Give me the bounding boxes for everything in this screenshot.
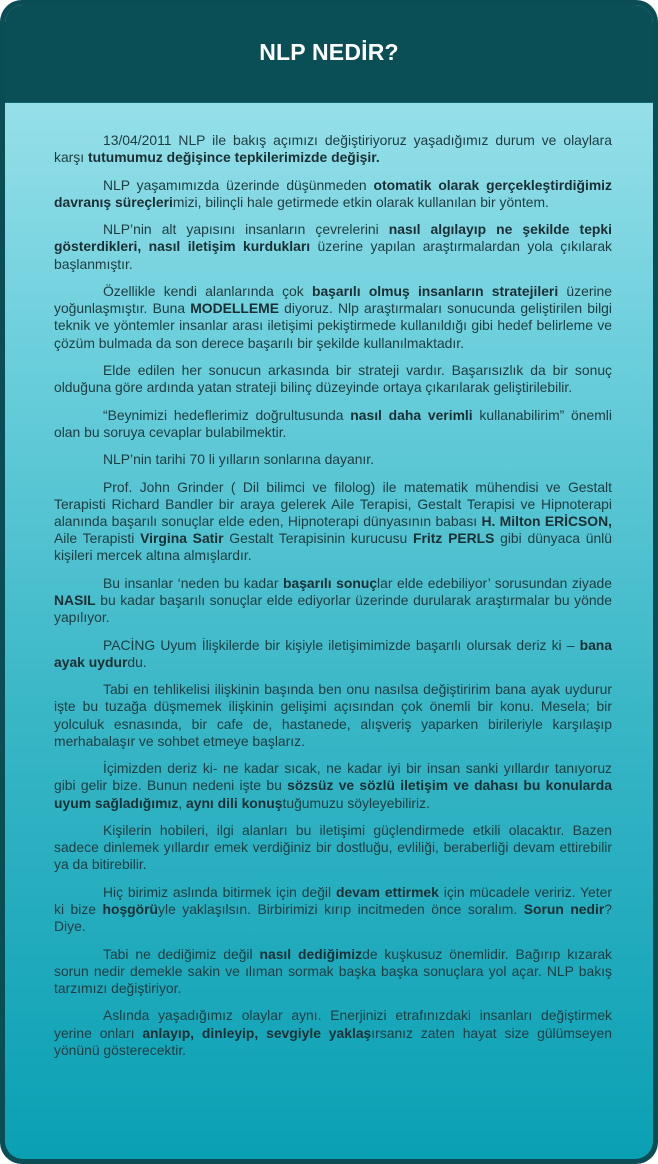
- article-body: [54, 132, 612, 1069]
- bold-text: başarılı sonuç: [283, 574, 378, 591]
- content-panel: [5, 5, 653, 1159]
- text-run: üzerine yapılan araştırmalardan yola çıkılarak başlanmıştır.: [54, 238, 612, 272]
- paragraph: [54, 283, 612, 352]
- paragraph: [54, 575, 612, 627]
- text-run: gibi dünyaca ünlü kişileri mercek altına almışlardır.: [54, 530, 612, 564]
- bold-text: hoşgörü: [102, 900, 159, 917]
- paragraph: [54, 760, 612, 812]
- bold-text: NASIL: [54, 591, 96, 608]
- text-run: Gestalt Terapisinin kurucusu: [223, 530, 414, 547]
- bold-text: anlayıp, dinleyip, sevgiyle yaklaş: [142, 1024, 372, 1041]
- bold-text: H. Milton ERİCSON,: [481, 512, 612, 529]
- text-run: 13/04/2011 NLP ile bakış açımızı değiştiriyoruz yaşadığımız durum ve olaylara karşı: [54, 132, 612, 166]
- paragraph: [54, 946, 612, 998]
- paragraph: [54, 132, 612, 166]
- text-run: ? Diye.: [54, 900, 613, 935]
- bold-text: devam ettirmek: [335, 883, 439, 900]
- bold-text: otomatik olarak gerçekleştirdiğimiz davranış süreçleri: [54, 176, 612, 210]
- bold-text: nasıl daha verimli: [350, 406, 473, 423]
- text-run: Tabi ne dediğimiz değil: [103, 945, 260, 962]
- paragraph: [54, 362, 612, 396]
- text-run: diyoruz. Nlp araştırmaları sonucunda geliştirilen bilgi teknik ve yöntemler insanlar arası iletişimi pekiştirmede kullanıldığı gibi hedef belirleme ve çözüm bulmada da son derece başarılı bir şekilde kullanılmaktadır.: [54, 300, 612, 351]
- paragraph: [54, 451, 612, 468]
- text-run: NLP yaşamımızda üzerinde düşünmeden: [103, 176, 374, 193]
- bold-text: başarılı olmuş insanların stratejileri: [311, 282, 559, 299]
- text-run: NLP’nin tarihi 70 li yılların sonlarına dayanır.: [103, 451, 375, 468]
- bold-text: bana ayak uydur: [54, 636, 612, 670]
- text-run: de kuşkusuz önemlidir. Bağırıp kızarak sorun nedir demekle sakin ve ılıman sormak başka başka sonuçlara yol açar. NLP bakış tarzımızı değiştiriyor.: [54, 945, 612, 996]
- header-bar: [5, 5, 653, 103]
- paragraph: [54, 1007, 612, 1059]
- bold-text: sözsüz ve sözlü iletişim ve dahası bu konularda uyum sağladığımız: [54, 777, 612, 811]
- text-run: tuğumuzu söyleyebiliriz.: [282, 794, 430, 811]
- text-run: Prof. John Grinder ( Dil bilimci ve filolog) ile matematik mühendisi ve Gestalt Terapisti Richard Bandler bir araya gelerek Aile Terapisi, Gestalt Terapisi ve Hipnoterapi alanında başarılı sonuçlar elde eden, Hipnoterapi dünyasının babası: [54, 478, 612, 529]
- page-title: NLP NEDİR?: [259, 39, 399, 65]
- text-run: İçimizden deriz ki- ne kadar sıcak, ne kadar iyi bir insan sanki yıllardır tanıyoruz gibi gelir bize. Bunun nedeni işte bu: [54, 760, 612, 794]
- paragraph: [54, 221, 612, 273]
- text-run: Tabi en tehlikelisi ilişkinin başında ben onu nasılsa değiştiririm bana ayak uydurur işte bu tuzağa düşmemek ilişkinin gelişimi açısından çok önemli bir konu. Mesela; bir yolculuk esnasında, bir cafe de, hastanede, alışveriş yaparken birileriyle karşılaşıp merhabalaşır ve sohbet etmeye başlarız.: [54, 681, 612, 749]
- text-run: yle yaklaşılsın. Birbirimizi kırıp incitmeden önce soralım.: [158, 900, 524, 917]
- paragraph: [54, 177, 612, 211]
- text-run: “Beynimizi hedeflerimiz doğrultusunda: [103, 406, 351, 423]
- text-run: Kişilerin hobileri, ilgi alanları bu iletişimi güçlendirmede etkili olacaktır. Bazen sadece dinlemek yıllardır emek verdiğiniz bir dostluğu, evliliği, beraberliği devam ettirebilir ya da bitirebilir.: [54, 821, 612, 873]
- text-run: PACİNG Uyum İlişkilerde bir kişiyle iletişimimizde başarılı olursak deriz ki –: [103, 636, 580, 653]
- bold-text: Fritz PERLS: [413, 530, 495, 547]
- bold-text: tutumumuz değişince tepkilerimizde değişir.: [87, 149, 380, 166]
- text-run: ,: [178, 794, 186, 811]
- text-run: NLP’nin alt yapısını insanların çevrelerini: [103, 221, 389, 238]
- text-run: mizi, bilinçli hale getirmede etkin olarak kullanılan bir yöntem.: [172, 193, 549, 210]
- text-run: kullanabilirim” önemli olan bu soruya cevaplar bulabilmektir.: [54, 406, 612, 440]
- paragraph: [54, 884, 612, 936]
- bold-text: Sorun nedir: [523, 900, 605, 917]
- bold-text: nasıl dediğimiz: [259, 945, 363, 962]
- paragraph: [54, 479, 612, 565]
- paragraph: [54, 637, 612, 671]
- text-run: du.: [127, 653, 147, 670]
- bold-text: Virgina Satir: [140, 530, 224, 547]
- text-run: Hiç birimiz aslında bitirmek için değil: [103, 883, 336, 900]
- paragraph: [54, 822, 612, 874]
- text-run: Bu insanlar ‘neden bu kadar: [103, 574, 283, 591]
- paragraph: [54, 681, 612, 750]
- text-run: Aslında yaşadığımız olaylar aynı. Enerjinizi etrafınızdaki insanları değiştirmek yerine onları: [54, 1007, 612, 1041]
- text-run: lar elde edebiliyor’ sorusundan ziyade: [377, 574, 612, 591]
- text-run: Aile Terapisti: [54, 530, 141, 547]
- text-run: Elde edilen her sonucun arkasında bir strateji vardır. Başarısızlık da bir sonuç olduğuna göre ardında yatan strateji bilinç düzeyinde ortaya çıkarılarak geliştirilebilir.: [54, 361, 612, 396]
- bold-text: MODELLEME: [190, 300, 279, 317]
- paragraph: [54, 407, 612, 441]
- bold-text: nasıl algılayıp ne şekilde tepki gösterdikleri, nasıl iletişim kurdukları: [54, 221, 612, 255]
- text-run: bu kadar başarılı sonuçlar elde ediyorlar üzerinde durularak araştırmalar bu yönde yapılıyor.: [54, 591, 612, 626]
- bold-text: aynı dili konuş: [186, 794, 283, 811]
- text-run: için mücadele veririz. Yeter ki bize: [54, 883, 612, 917]
- text-run: ırsanız zaten hayat size gülümseyen yönünü gösterecektir.: [54, 1024, 612, 1058]
- text-run: Özellikle kendi alanlarında çok: [103, 282, 312, 299]
- text-run: üzerine yoğunlaşmıştır. Buna: [54, 282, 612, 317]
